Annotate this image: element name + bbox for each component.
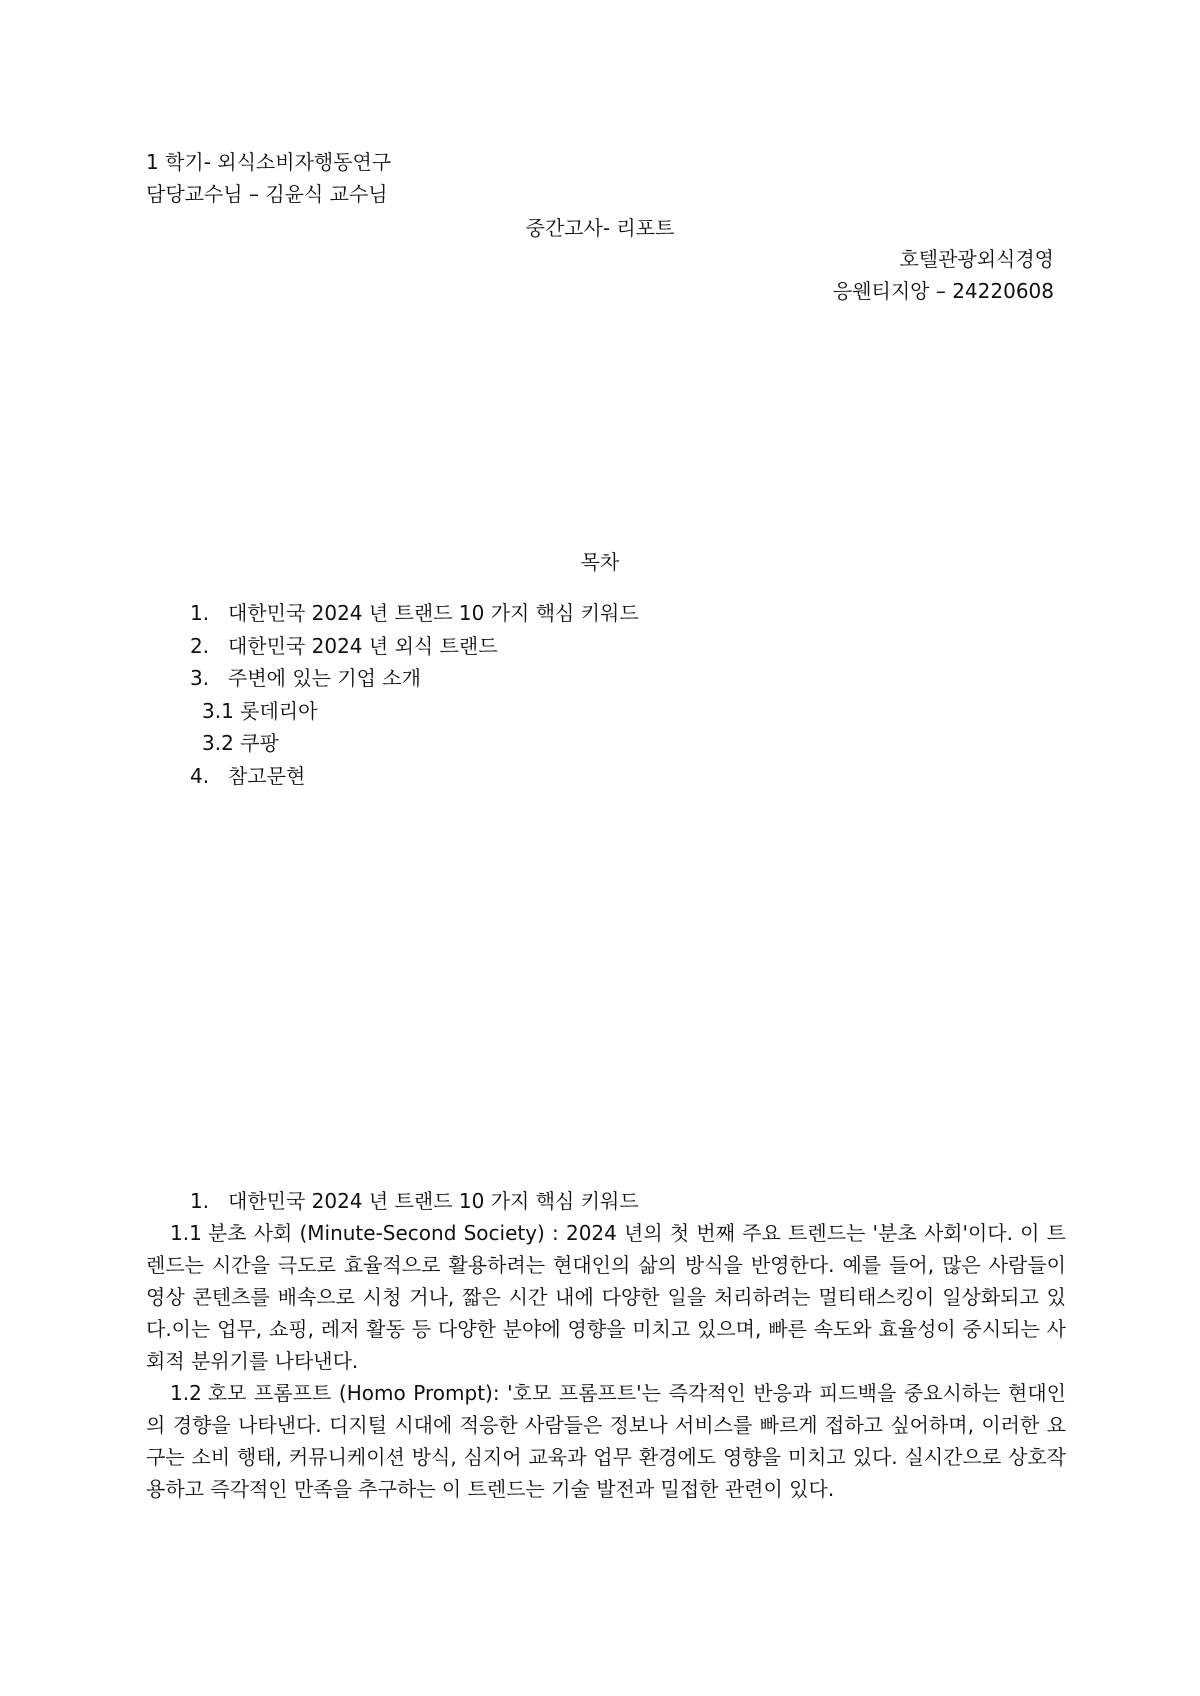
toc-item-number: 1. (190, 601, 210, 625)
body-paragraph (146, 1377, 1066, 1505)
paragraph-text: 분초 사회 (Minute-Second Society) : 2024 년의 첫 번째 주요 트렌드는 '분초 사회'이다. 이 트렌드는 시간을 극도로 효율적으로 활용하려는 현대인의 삶의 방식을 반영한다. 예를 들어, 많은 사람들이 영상 콘텐츠를 배속으로 시청 거나, 짧은 시간 내에 다양한 일을 처리하려는 멀티태스킹이 일상화되고 있다.이는 업무, 쇼핑, 레저 활동 등 다양한 분야에 영향을 미치고 있으며, 빠른 속도와 효율성이 중시되는 사회적 분위기를 나타낸다. (146, 1221, 1066, 1373)
toc-title: 목차 (580, 550, 620, 574)
section-title: 대한민국 2024 년 트랜드 10 가지 핵심 키워드 (228, 1189, 639, 1213)
toc-subitem (190, 727, 639, 760)
body-paragraph (146, 1217, 1066, 1377)
department-name: 호텔관광외식경영 (899, 247, 1054, 271)
toc-subitem (190, 695, 639, 728)
section-number: 1. (190, 1189, 210, 1213)
student-name-id: 응웬티지앙 – 24220608 (832, 279, 1054, 303)
section-heading (146, 1185, 1066, 1217)
course-name: 1 학기- 외식소비자행동연구 (146, 150, 392, 174)
header-info (146, 146, 391, 210)
toc-item-label: 3.1 롯데리아 (202, 698, 318, 723)
toc-item-label: 대한민국 2024 년 외식 트랜드 (228, 633, 498, 658)
professor-name: 담당교수님 – 김윤식 교수님 (146, 182, 388, 206)
student-info (833, 243, 1054, 307)
table-of-contents (190, 597, 639, 792)
toc-item (190, 597, 639, 630)
toc-item-label: 대한민국 2024 년 트랜드 10 가지 핵심 키워드 (228, 601, 639, 625)
toc-item-label: 3.2 쿠팡 (202, 731, 279, 755)
toc-item-number: 2. (190, 633, 210, 658)
toc-item-number: 4. (190, 763, 210, 788)
paragraph-number: 1.2 (170, 1381, 202, 1405)
toc-item-label: 참고문현 (228, 763, 306, 788)
report-title: 중간고사- 리포트 (525, 216, 675, 240)
toc-item (190, 760, 639, 793)
paragraph-number: 1.1 (170, 1221, 202, 1245)
toc-item-label: 주변에 있는 기업 소개 (228, 666, 421, 690)
paragraph-text: 호모 프롬프트 (Homo Prompt): '호모 프롬프트'는 즉각적인 반응과 피드백을 중요시하는 현대인의 경향을 나타낸다. 디지털 시대에 적응한 사람들은 정보나 서비스를 빠르게 접하고 싶어하며, 이러한 요구는 소비 행태, 커뮤니케이션 방식, 심지어 교육과 업무 환경에도 영향을 미치고 있다. 실시간으로 상호작용하고 즉각적인 만족을 추구하는 이 트렌드는 기술 발전과 밀접한 관련이 있다. (146, 1381, 1066, 1501)
toc-item (190, 662, 639, 695)
toc-item (190, 630, 639, 663)
toc-item-number: 3. (190, 666, 210, 690)
section-1 (146, 1185, 1066, 1505)
